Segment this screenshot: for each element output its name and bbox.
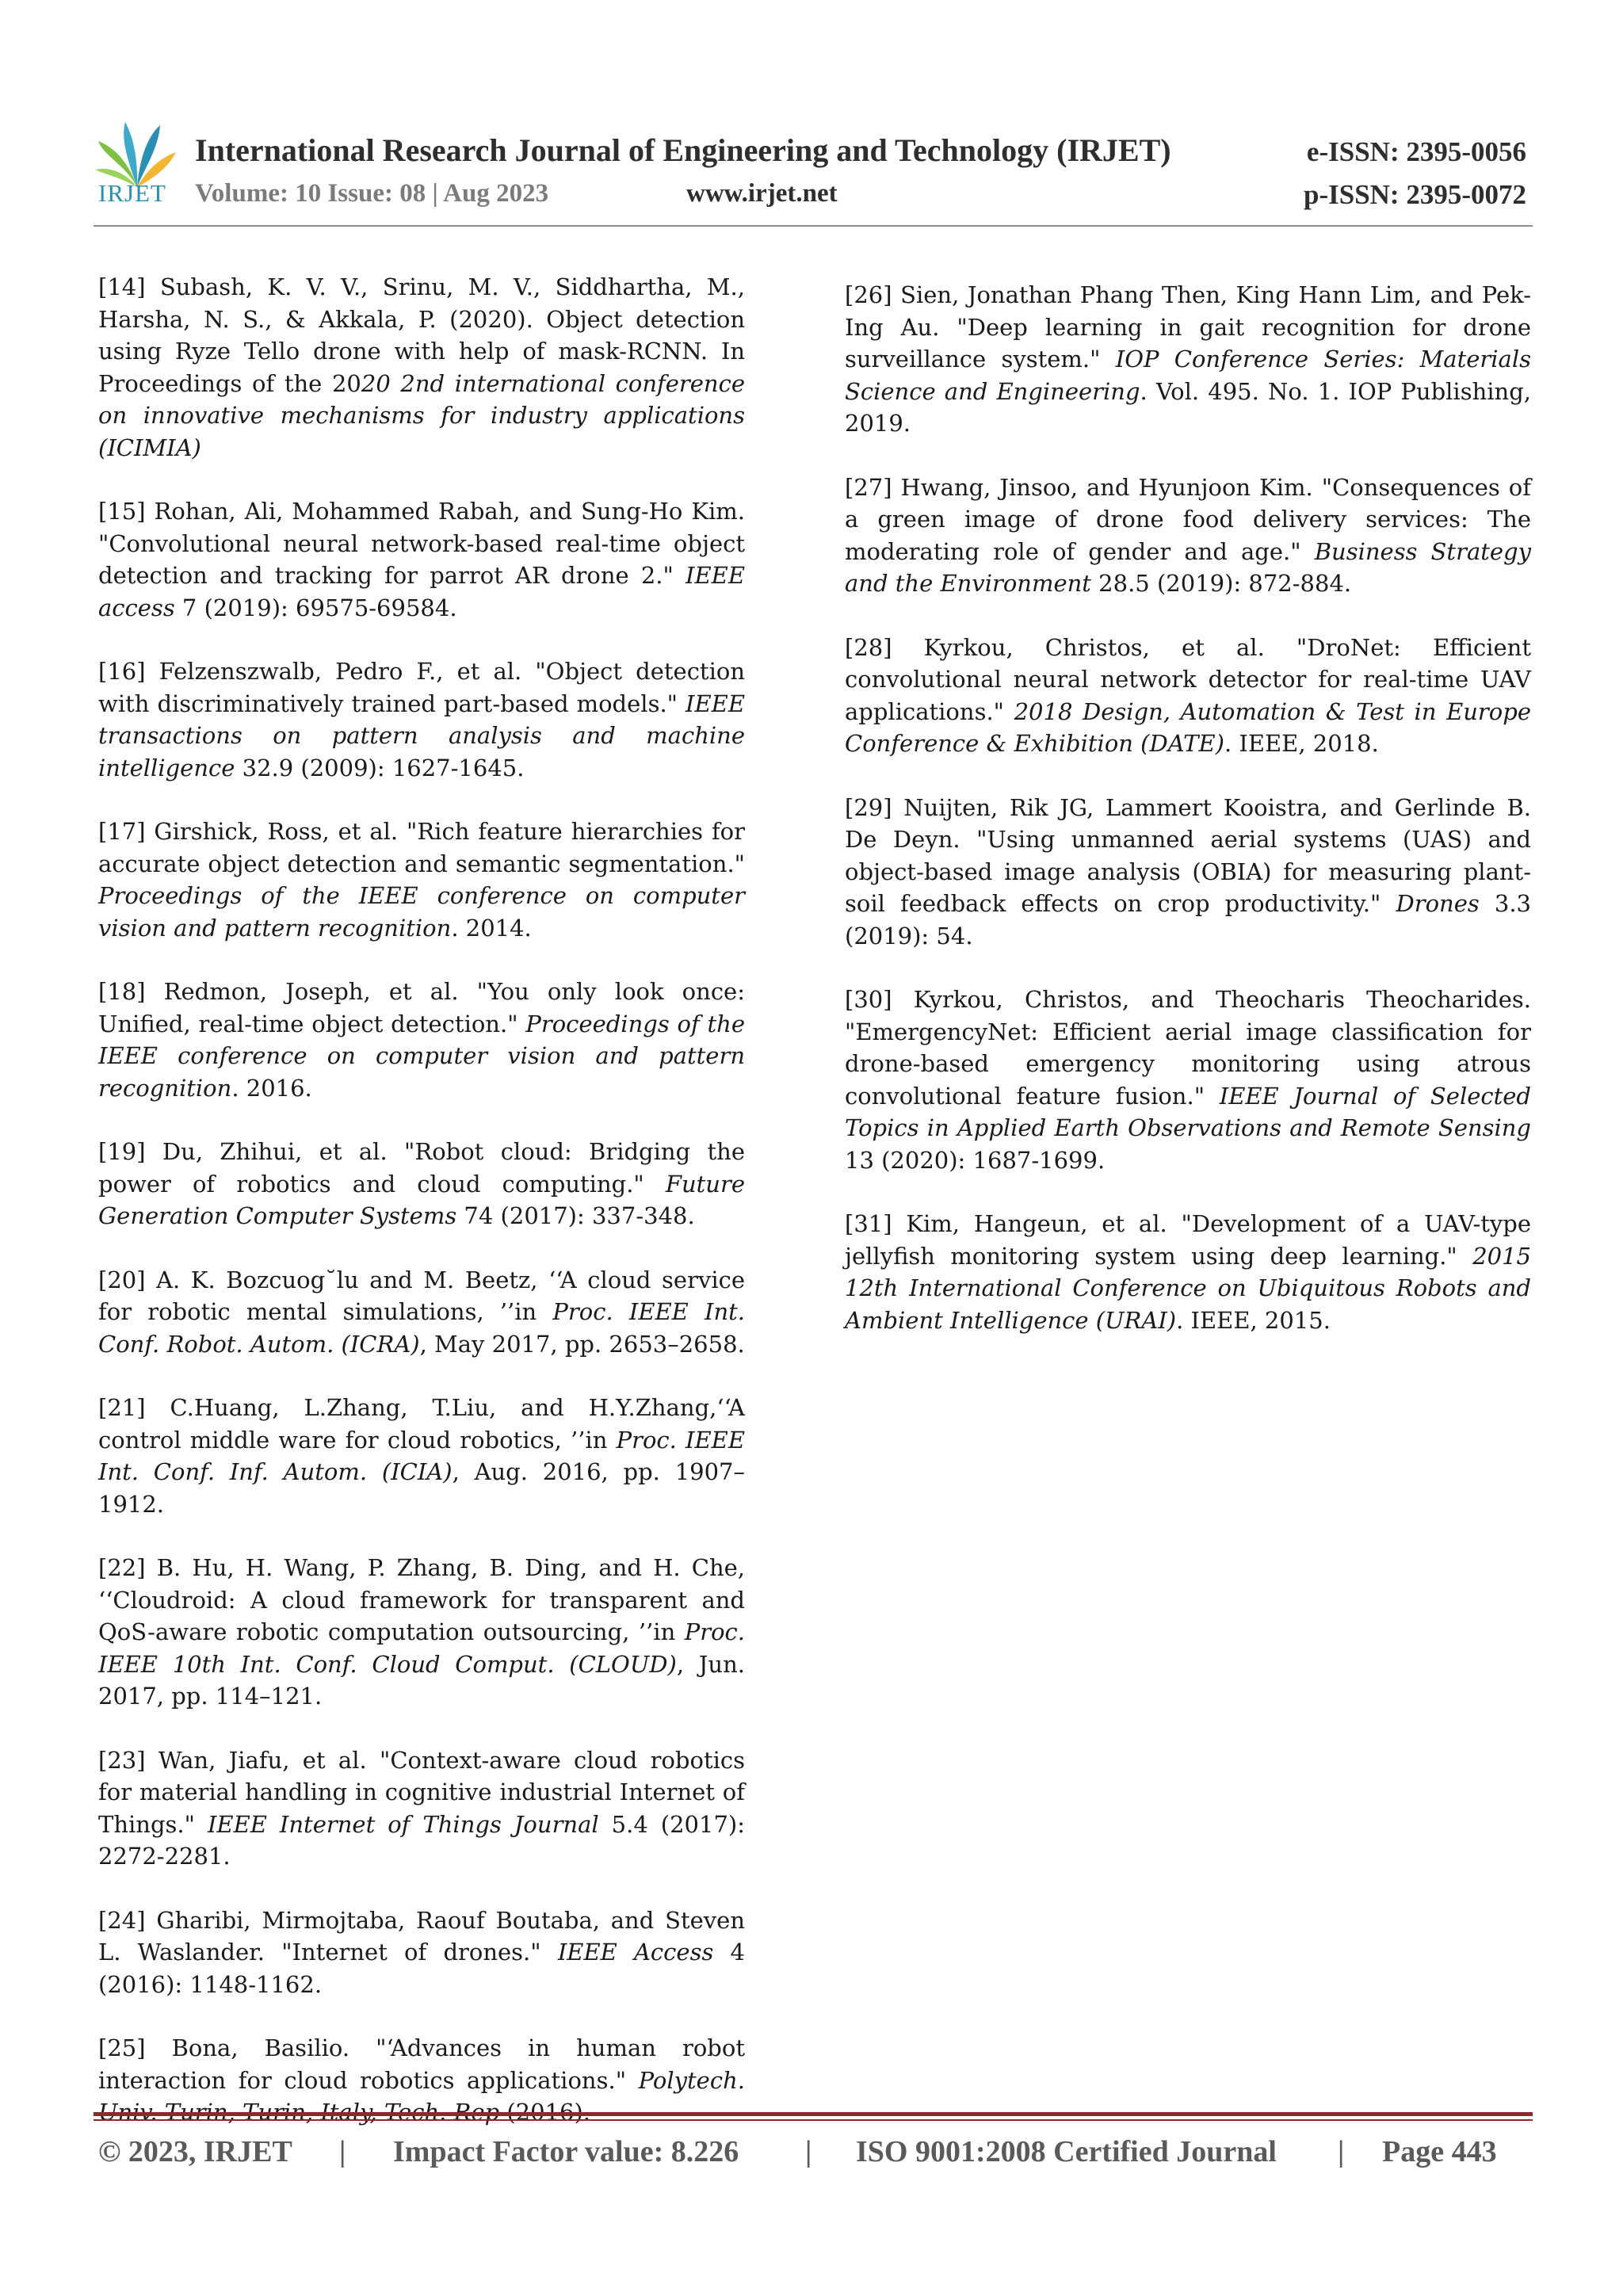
irjet-logo-graphic (94, 117, 181, 189)
reference-venue: IEEE Internet of Things Journal (207, 1810, 599, 1838)
reference-entry (98, 976, 745, 1104)
reference-entry (845, 984, 1531, 1176)
reference-venue: Business Strategy and the Environment (845, 537, 1531, 597)
reference-text: . IEEE, 2015. (1176, 1306, 1331, 1334)
reference-text: 5.4 (2017): 2272-2281. (98, 1810, 745, 1870)
reference-entry (845, 279, 1531, 440)
reference-text: [21] C.Huang, L.Zhang, T.Liu, and H.Y.Zhang,‘‘A control middle ware for cloud robotics, ’’in (98, 1394, 745, 1454)
reference-entry (98, 1744, 745, 1873)
reference-text: 32.9 (2009): 1627-1645. (235, 754, 525, 781)
reference-venue: 20 2nd international conference on innovative mechanisms for industry applications (ICIMIA) (98, 369, 745, 461)
reference-text: . IEEE, 2018. (1224, 730, 1379, 757)
reference-text: [16] Felzenszwalb, Pedro F., et al. "Object detection with discriminatively trained part-based models." (98, 658, 745, 717)
reference-text: 74 (2017): 337-348. (456, 1202, 695, 1229)
footer-copyright: © 2023, IRJET (98, 2135, 292, 2168)
reference-entry (845, 472, 1531, 600)
journal-title: International Research Journal of Engineering and Technology (IRJET) (195, 132, 1171, 168)
reference-venue: Proc. IEEE Int. Conf. Robot. Autom. (ICRA) (98, 1298, 745, 1358)
reference-venue: Proceedings of the IEEE conference on computer vision and pattern recognition (98, 882, 745, 942)
reference-venue: IEEE transactions on pattern analysis and machine intelligence (98, 690, 745, 781)
reference-venue: Proc. IEEE 10th Int. Conf. Cloud Comput. (CLOUD) (98, 1618, 745, 1678)
p-issn: p-ISSN: 2395-0072 (1303, 179, 1526, 210)
reference-text: . 2016. (231, 1074, 312, 1102)
footer-divider-thick (94, 2112, 1533, 2116)
reference-text: , May 2017, pp. 2653–2658. (419, 1330, 745, 1358)
reference-entry (845, 792, 1531, 953)
reference-text: [28] Kyrkou, Christos, et al. "DroNet: Efficient convolutional neural network detector for real-time UAV applications." (845, 633, 1531, 725)
volume-issue: Volume: 10 Issue: 08 | Aug 2023 (195, 179, 549, 208)
journal-website[interactable]: www.irjet.net (686, 179, 838, 208)
footer-iso: ISO 9001:2008 Certified Journal (856, 2135, 1277, 2168)
reference-venue: Proc. IEEE Int. Conf. Inf. Autom. (ICIA) (98, 1426, 745, 1485)
reference-text: [31] Kim, Hangeun, et al. "Development of a UAV-type jellyfish monitoring system using deep learning." (845, 1210, 1531, 1270)
reference-entry (98, 655, 745, 784)
reference-text: 3.3 (2019): 54. (845, 890, 1531, 949)
reference-venue: IEEE Journal of Selected Topics in Applied Earth Observations and Remote Sensing (845, 1082, 1532, 1141)
reference-venue: Proceedings of the IEEE conference on computer vision and pattern recognition (98, 1010, 745, 1102)
reference-text: 13 (2020): 1687-1699. (845, 1146, 1106, 1174)
reference-entry (845, 1208, 1531, 1336)
reference-text: [15] Rohan, Ali, Mohammed Rabah, and Sung-Ho Kim. "Convolutional neural network-based real-time object detection and tracking for parrot AR drone 2." (98, 498, 745, 589)
reference-text: 4 (2016): 1148-1162. (98, 1939, 745, 1998)
footer-page-number: Page 443 (1382, 2135, 1497, 2168)
reference-text: [25] Bona, Basilio. "‘Advances in human robot interaction for cloud robotics applications." (98, 2034, 745, 2094)
header-divider (94, 225, 1533, 227)
reference-text: [26] Sien, Jonathan Phang Then, King Hann Lim, and Pek-Ing Au. "Deep learning in gait recognition for drone surveillance system." (845, 281, 1531, 372)
reference-text: . Vol. 495. No. 1. IOP Publishing, 2019. (845, 377, 1531, 437)
reference-entry (98, 1904, 745, 2001)
reference-entry (98, 1136, 745, 1232)
reference-venue: 2018 Design, Automation & Test in Europe Conference & Exhibition (DATE) (845, 697, 1531, 757)
reference-entry (98, 816, 745, 944)
footer-divider-thin (94, 2119, 1533, 2121)
reference-text: , Jun. 2017, pp. 114–121. (98, 1650, 745, 1710)
footer-separator: | (1338, 2135, 1345, 2168)
reference-entry (98, 1552, 745, 1713)
reference-venue: IEEE access (98, 562, 745, 621)
reference-text: [19] Du, Zhihui, et al. "Robot cloud: Bridging the power of robotics and cloud computing." (98, 1138, 745, 1198)
reference-text: [23] Wan, Jiafu, et al. "Context-aware cloud robotics for material handling in cognitive industrial Internet of Things." (98, 1746, 745, 1838)
reference-venue: IEEE Access (557, 1939, 714, 1966)
reference-entry (98, 495, 745, 624)
reference-venue: Drones (1396, 890, 1480, 917)
reference-text: [20] A. K. Bozcuog˘lu and M. Beetz, ‘‘A cloud service for robotic mental simulations, ’’in (98, 1266, 745, 1325)
reference-text: [29] Nuijten, Rik JG, Lammert Kooistra, and Gerlinde B. De Deyn. "Using unmanned aerial systems (UAS) and object-based image analysis (OBIA) for measuring plant-soil feedback effects on crop productivity." (845, 793, 1531, 917)
references-right-column (845, 279, 1531, 1368)
reference-text: [18] Redmon, Joseph, et al. "You only look once: Unified, real-time object detection." (98, 978, 745, 1037)
reference-text: [14] Subash, K. V. V., Srinu, M. V., Siddhartha, M., Harsha, N. S., & Akkala, P. (2020). Object detection using Ryze Tello drone with help of mask-RCNN. In Proceedings of the 20 (98, 273, 745, 397)
reference-text: [22] B. Hu, H. Wang, P. Zhang, B. Ding, and H. Che, ‘‘Cloudroid: A cloud framework for transparent and QoS-aware robotic computation outsourcing, ’’in (98, 1554, 745, 1645)
reference-entry (98, 271, 745, 464)
reference-text: , Aug. 2016, pp. 1907–1912. (98, 1458, 745, 1518)
reference-text: [24] Gharibi, Mirmojtaba, Raouf Boutaba, and Steven L. Waslander. "Internet of drones." (98, 1906, 745, 1966)
reference-venue: 2015 12th International Conference on Ubiquitous Robots and Ambient Intelligence (URAI) (845, 1242, 1531, 1334)
footer-separator: | (339, 2135, 346, 2168)
reference-entry (98, 1264, 745, 1361)
footer-impact-factor: Impact Factor value: 8.226 (393, 2135, 739, 2168)
reference-entry (98, 1392, 745, 1520)
reference-entry (845, 632, 1531, 760)
reference-text: [17] Girshick, Ross, et al. "Rich feature hierarchies for accurate object detection and semantic segmentation." (98, 818, 745, 877)
reference-text: 28.5 (2019): 872-884. (1090, 570, 1352, 597)
footer-separator: | (805, 2135, 812, 2168)
reference-venue: IOP Conference Series: Materials Science and Engineering (845, 346, 1531, 405)
reference-text: . 2014. (451, 914, 532, 942)
reference-text: 7 (2019): 69575-69584. (174, 594, 457, 621)
e-issn: e-ISSN: 2395-0056 (1306, 136, 1526, 167)
reference-text: [30] Kyrkou, Christos, and Theocharis Theocharides. "EmergencyNet: Efficient aerial image classification for drone-based emergency monitoring using atrous convolutional feature fusion." (845, 986, 1531, 1110)
reference-text: [27] Hwang, Jinsoo, and Hyunjoon Kim. "Consequences of a green image of drone food delivery services: The moderating role of gender and age." (845, 473, 1531, 565)
reference-venue: Polytech. (638, 2066, 745, 2094)
reference-venue: Future Generation Computer Systems (98, 1170, 745, 1229)
references-left-column (98, 271, 745, 2160)
logo-text: IRJET (98, 179, 166, 207)
